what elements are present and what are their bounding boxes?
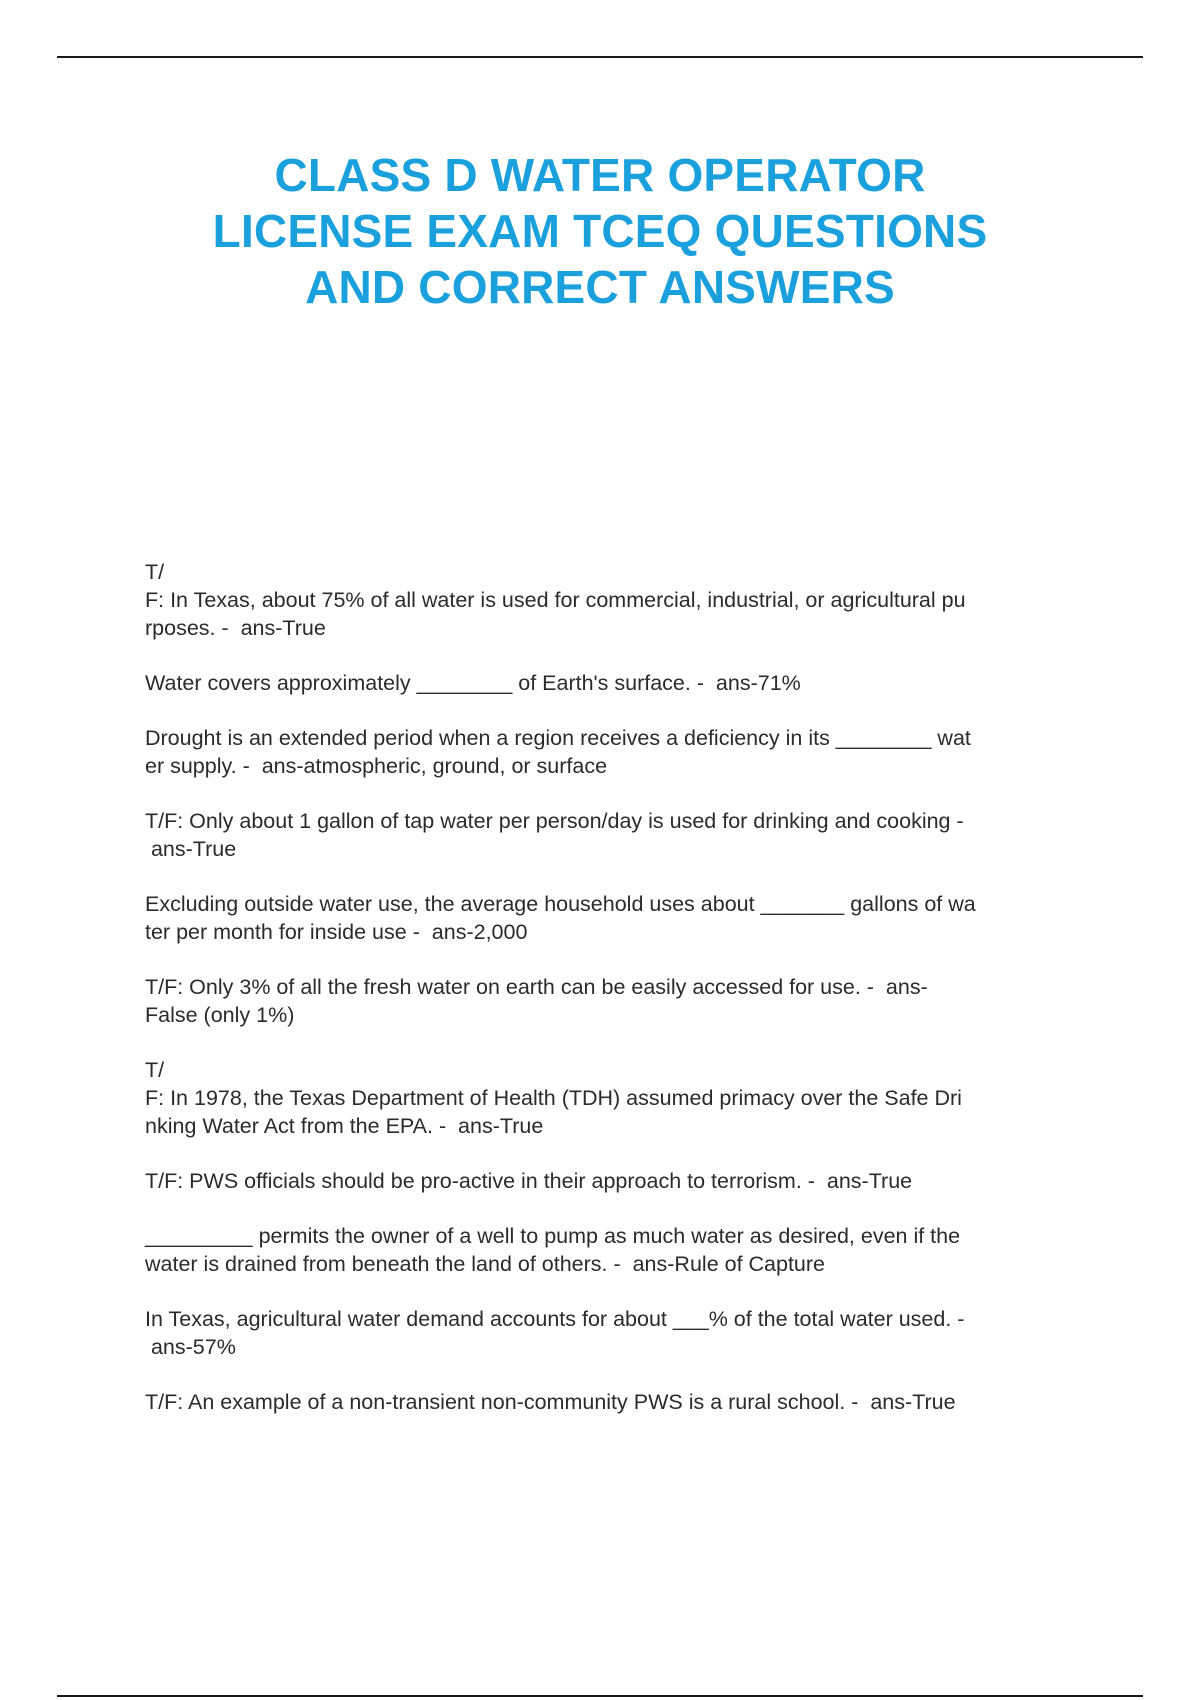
qa-line: ans-57% — [145, 1335, 236, 1359]
qa-line: Excluding outside water use, the average household uses about _______ gallons of wa — [145, 892, 976, 916]
qa-item — [145, 807, 1090, 863]
qa-line: ans-True — [145, 837, 237, 861]
qa-item — [145, 1305, 1090, 1361]
qa-line: er supply. - ans-atmospheric, ground, or surface — [145, 754, 608, 778]
qa-line: water is drained from beneath the land of others. - ans-Rule of Capture — [145, 1252, 826, 1276]
qa-line: F: In 1978, the Texas Department of Health (TDH) assumed primacy over the Safe Dri — [145, 1086, 962, 1110]
qa-item — [145, 1222, 1090, 1278]
qa-line: In Texas, agricultural water demand accounts for about ___% of the total water used. - — [145, 1307, 965, 1331]
qa-line: rposes. - ans-True — [145, 616, 326, 640]
qa-item — [145, 558, 1090, 642]
qa-line: nking Water Act from the EPA. - ans-True — [145, 1114, 544, 1138]
document-title — [100, 147, 1100, 315]
qa-line: T/F: An example of a non-transient non-community PWS is a rural school. - ans-True — [145, 1390, 956, 1414]
qa-line: T/F: Only 3% of all the fresh water on earth can be easily accessed for use. - ans- — [145, 975, 928, 999]
qa-line: T/F: Only about 1 gallon of tap water per person/day is used for drinking and cooking - — [145, 809, 964, 833]
qa-list — [145, 558, 1090, 1443]
qa-item — [145, 1056, 1090, 1140]
qa-line: ter per month for inside use - ans-2,000 — [145, 920, 528, 944]
qa-item — [145, 1167, 1090, 1195]
qa-line: T/F: PWS officials should be pro-active in their approach to terrorism. - ans-True — [145, 1169, 913, 1193]
qa-item — [145, 724, 1090, 780]
qa-line: False (only 1%) — [145, 1003, 295, 1027]
qa-item — [145, 973, 1090, 1029]
qa-line: Drought is an extended period when a region receives a deficiency in its ________ wat — [145, 726, 971, 750]
qa-line: T/ — [145, 1058, 165, 1082]
title-line-1: CLASS D WATER OPERATOR — [274, 149, 926, 201]
title-line-3: AND CORRECT ANSWERS — [305, 261, 895, 313]
qa-item — [145, 890, 1090, 946]
qa-line: F: In Texas, about 75% of all water is used for commercial, industrial, or agricultural pu — [145, 588, 966, 612]
footer-rule — [57, 1695, 1143, 1697]
qa-item — [145, 669, 1090, 697]
header-rule — [57, 56, 1143, 58]
qa-line: T/ — [145, 560, 165, 584]
qa-line: _________ permits the owner of a well to pump as much water as desired, even if the — [145, 1224, 961, 1248]
title-line-2: LICENSE EXAM TCEQ QUESTIONS — [212, 205, 988, 257]
qa-line: Water covers approximately ________ of Earth's surface. - ans-71% — [145, 671, 801, 695]
qa-item — [145, 1388, 1090, 1416]
